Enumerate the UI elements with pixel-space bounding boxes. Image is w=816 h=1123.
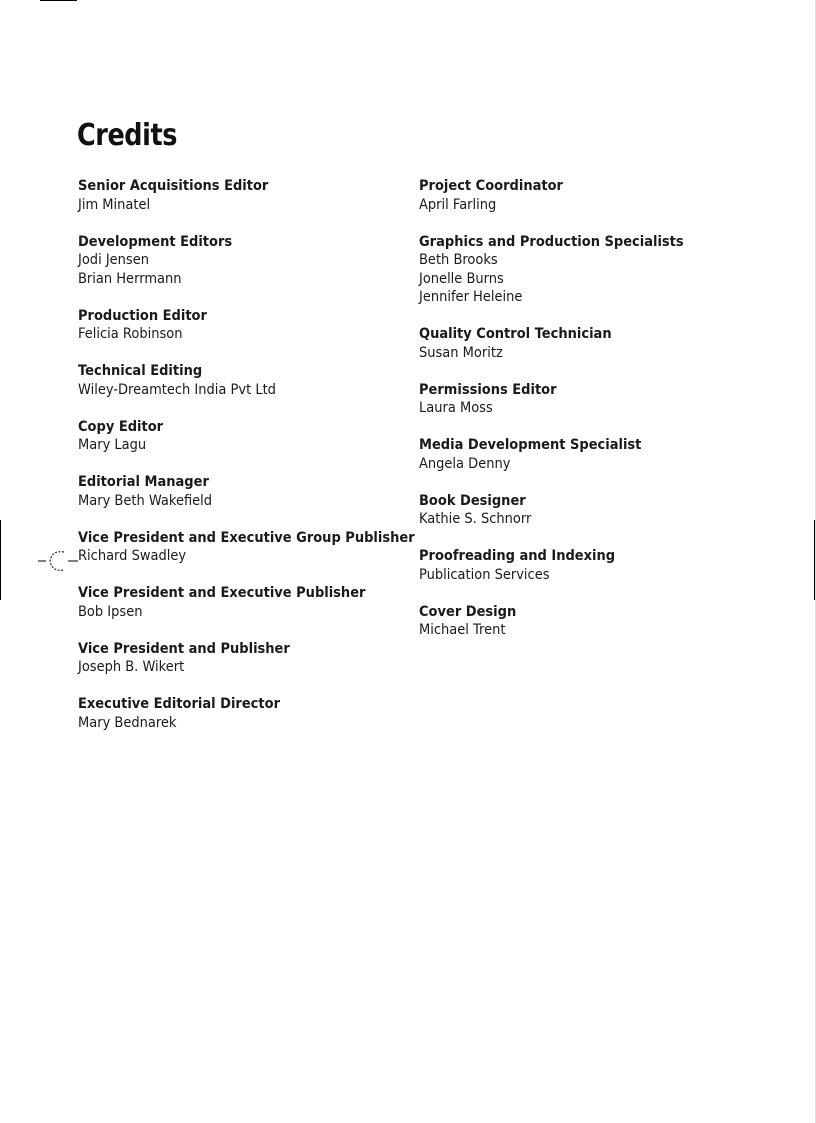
credit-name: Joseph B. Wikert bbox=[78, 659, 185, 675]
credit-name: Jodi Jensen bbox=[78, 252, 149, 268]
credit-entry bbox=[419, 492, 749, 529]
credit-role: Copy Editor bbox=[78, 418, 164, 435]
credit-name: Mary Lagu bbox=[78, 437, 147, 453]
credit-role: Production Editor bbox=[78, 307, 207, 324]
credit-entry bbox=[78, 233, 408, 289]
credit-role: Graphics and Production Specialists bbox=[419, 233, 684, 250]
credit-entry bbox=[78, 529, 415, 566]
credit-name: Jim Minatel bbox=[78, 196, 151, 213]
page-title: Credits bbox=[77, 118, 177, 153]
credit-role: Vice President and Executive Group Publisher bbox=[78, 529, 415, 546]
credit-role: Vice President and Executive Publisher bbox=[78, 585, 366, 601]
credit-entry bbox=[78, 307, 408, 344]
credit-role: Cover Design bbox=[419, 603, 517, 620]
credit-entry bbox=[419, 325, 749, 362]
credits-column-right bbox=[419, 177, 749, 658]
credit-name: Jonelle Burns bbox=[419, 270, 504, 287]
credit-entry bbox=[78, 695, 408, 732]
credit-name: Mary Bednarek bbox=[78, 714, 177, 731]
credit-entry bbox=[78, 640, 408, 677]
credit-entry bbox=[419, 381, 749, 418]
edge-mark-right bbox=[814, 520, 815, 600]
credit-entry bbox=[78, 362, 408, 399]
credit-role: Technical Editing bbox=[78, 363, 203, 379]
credit-role: Senior Acquisitions Editor bbox=[78, 178, 269, 194]
credit-name: Jennifer Heleine bbox=[419, 289, 523, 305]
credit-entry bbox=[419, 603, 749, 640]
credit-name: Beth Brooks bbox=[419, 252, 498, 268]
credit-name: Publication Services bbox=[419, 566, 550, 583]
credit-entry bbox=[419, 547, 749, 584]
credit-entry bbox=[419, 177, 749, 214]
credit-entry bbox=[78, 473, 408, 510]
credit-entry bbox=[78, 177, 408, 214]
credit-role: Book Designer bbox=[419, 492, 526, 509]
credit-name: Richard Swadley bbox=[78, 548, 187, 564]
credit-role: Permissions Editor bbox=[419, 381, 557, 398]
credit-name: Susan Moritz bbox=[419, 344, 503, 361]
edge-mark-left bbox=[0, 520, 1, 600]
credit-name: Wiley-Dreamtech India Pvt Ltd bbox=[78, 381, 276, 398]
credit-name: Laura Moss bbox=[419, 400, 493, 416]
credit-role: Executive Editorial Director bbox=[78, 696, 280, 712]
credit-name: Bob Ipsen bbox=[78, 603, 143, 620]
credit-entry bbox=[419, 233, 749, 307]
credit-role: Vice President and Publisher bbox=[78, 640, 290, 657]
credit-role: Editorial Manager bbox=[78, 474, 209, 490]
credits-column-left bbox=[78, 177, 415, 751]
credit-role: Media Development Specialist bbox=[419, 437, 642, 453]
crop-mark-top bbox=[40, 0, 77, 1]
credit-name: Angela Denny bbox=[419, 455, 511, 472]
credit-name: April Farling bbox=[419, 196, 497, 213]
credit-name: Kathie S. Schnorr bbox=[419, 511, 532, 527]
credit-entry bbox=[78, 418, 408, 455]
credit-role: Development Editors bbox=[78, 233, 233, 250]
credit-name: Michael Trent bbox=[419, 622, 506, 638]
credit-role: Proofreading and Indexing bbox=[419, 548, 616, 564]
credit-role: Quality Control Technician bbox=[419, 326, 612, 342]
credit-name: Felicia Robinson bbox=[78, 326, 183, 342]
credit-role: Project Coordinator bbox=[419, 178, 563, 194]
registration-mark-icon bbox=[38, 549, 78, 575]
credit-entry bbox=[78, 584, 408, 621]
credit-name: Brian Herrmann bbox=[78, 270, 182, 287]
credit-name: Mary Beth Wakefield bbox=[78, 492, 213, 509]
credit-entry bbox=[419, 436, 749, 473]
